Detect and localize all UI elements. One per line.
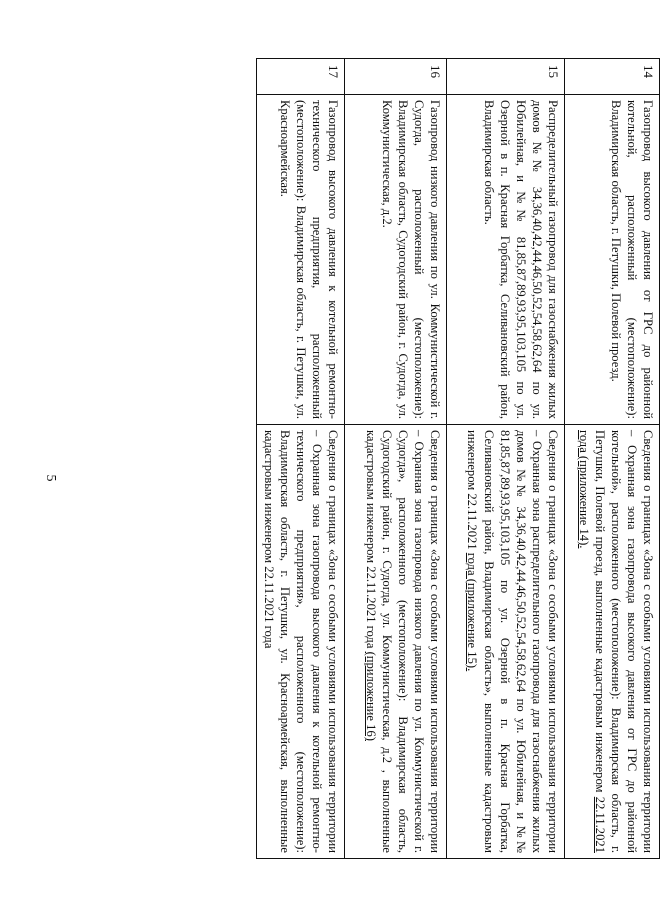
info-cell xyxy=(257,425,345,859)
info-text-underlined: (приложение 16) xyxy=(363,651,378,741)
object-cell: Газопровод высокого давления к котельной ремонтно-технического предприятия, расположенный (местоположение): Владимирская область, г. Петушки, ул. Красноармейская. xyxy=(257,95,345,425)
table-row xyxy=(257,59,345,859)
info-cell xyxy=(447,425,565,859)
rotated-table-container xyxy=(261,58,660,858)
row-number: 16 xyxy=(345,59,447,95)
table-row xyxy=(345,59,447,859)
object-cell: Распределительный газопровод для газоснабжения жилых домов №№ 34,36,40,42,44,46,50,52,54,58,62,64 по ул. Юбилейная, и №№ 81,85,87,89,93,95,103,105 по ул. Озерной в п. Красная Горбатка, Селивановский район, Владимирская область. xyxy=(447,95,565,425)
object-cell: Газопровод низкого давления по ул. Коммунистической г. Судогда, расположенный (местоположение): Владимирская область, Судогодский район, г. Судогда, ул. Коммунистическая, д.2. xyxy=(345,95,447,425)
info-text-underlined: года (приложение 15). xyxy=(465,552,480,672)
table-row xyxy=(447,59,565,859)
table-row xyxy=(565,59,660,859)
row-number: 14 xyxy=(565,59,660,95)
info-text: Сведения о границах «Зона с особыми условиями использования территории – Охранная зона газопровода высокого давления от ГРС до районной котельной», расположенного (местоположение): Владимирская область, г. Петушки, Полевой проезд, выполненные кадастровым инженером xyxy=(592,430,655,853)
row-number: 15 xyxy=(447,59,565,95)
page-number: 5 xyxy=(43,474,58,482)
info-text: Сведения о границах «Зона с особыми условиями использования территории – Охранная зона газопровода высокого давления к котельной ремонтно-технического предприятия», расположенного (местоположение): Владимирская область, г. Петушки, ул. Красноармейская, выполненные кадастровым инженером 22.11.2021 года xyxy=(261,430,340,853)
zones-table xyxy=(256,58,660,859)
object-cell: Газопровод высокого давления от ГРС до районной котельной, расположенный (местоположение): Владимирская область, г. Петушки, Полевой проезд. xyxy=(565,95,660,425)
info-text-underlined: 22.11.2021 года (приложение 14). xyxy=(576,430,607,853)
info-cell xyxy=(345,425,447,859)
row-number: 17 xyxy=(257,59,345,95)
info-cell xyxy=(565,425,660,859)
info-text: Сведения о границах «Зона с особыми условиями использования территории – Охранная зона распределительного газопровода для газоснабжения жилых домов №№ 34,36,40,42,44,46,50,52,54,58,62,64 по ул. Юбилейная, и №№ 81,85,87,89,93,95,103,105 по ул. Озерной в п. Красная Горбатка, Селивановский район, Владимирская область», выполненные кадастровым инженером 22.11.2021 xyxy=(465,430,560,853)
info-text: Сведения о границах «Зона с особыми условиями использования территории – Охранная зона газопровода низкого давления по ул. Коммунистической г. Судогда», расположенного (местоположение): Владимирская область, Судогодский район, г. Судогда, ул. Коммунистическая, д.2 , выполненные кадастровым инженером 22.11.2021 года xyxy=(363,430,442,853)
